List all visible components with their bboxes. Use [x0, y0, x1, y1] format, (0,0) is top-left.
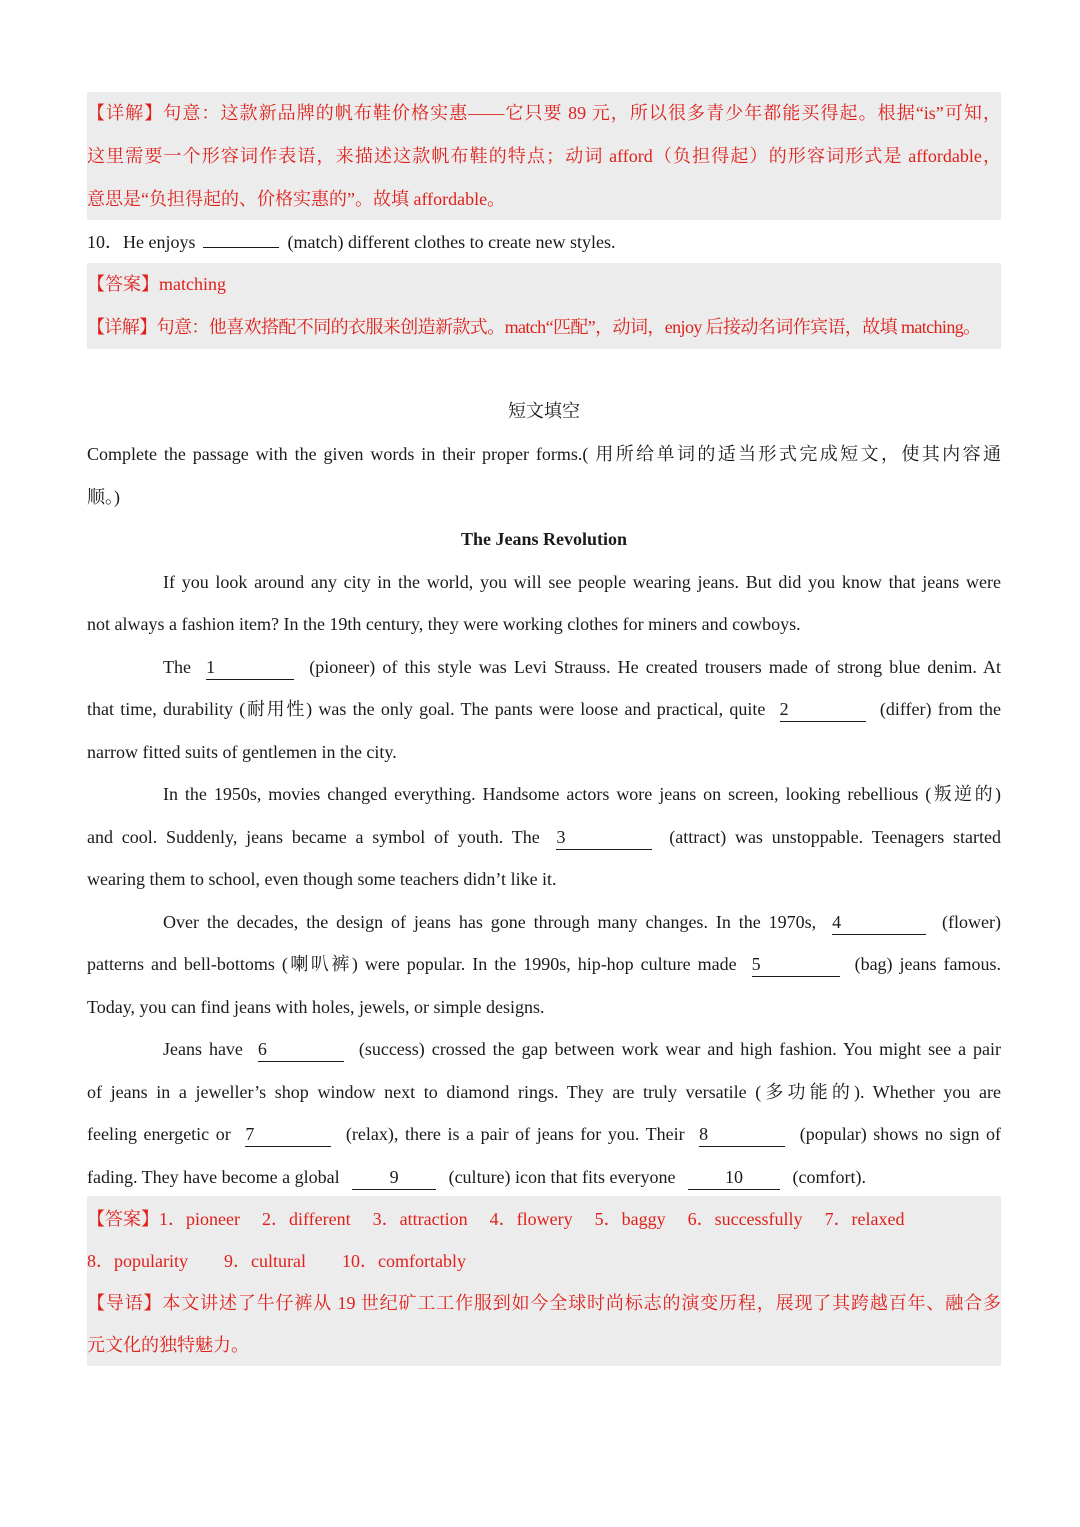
blank-8[interactable]: 8	[699, 1122, 785, 1147]
passage-text: and cool. Suddenly, jeans became a symbol of youth. The	[87, 827, 540, 847]
passage-line	[87, 1113, 1001, 1155]
passage-line: narrow fitted suits of gentlemen in the city.	[87, 742, 397, 762]
passage-text: (bag) jeans famous.	[854, 954, 1001, 974]
question-number: 10．	[87, 232, 123, 252]
q9-explain-line: 【详解】句意：这款新品牌的帆布鞋价格实惠——它只要 89 元，所以很多青少年都能买得起。根据“is”可知，	[87, 103, 1001, 123]
passage-line	[87, 1028, 1001, 1070]
q9-explain-line: 意思是“负担得起的、价格实惠的”。故填 affordable。	[87, 189, 506, 209]
passage-line	[87, 943, 1001, 985]
blank-3[interactable]: 3	[556, 825, 652, 850]
passage-text: (flower)	[942, 912, 1001, 932]
passage-line: not always a fashion item? In the 19th century, they were working clothes for miners and cowboys.	[87, 614, 801, 634]
passage-text: fading. They have become a global	[87, 1167, 340, 1187]
passage-text: (attract) was unstoppable. Teenagers started	[669, 827, 1001, 847]
answer-item: 10．comfortably	[341, 1251, 466, 1271]
passage-text: (pioneer) of this style was Levi Strauss. He created trousers made of strong blue denim. At	[309, 657, 1001, 677]
passage-text: Jeans have	[163, 1039, 243, 1059]
answer-blank[interactable]	[203, 223, 279, 248]
blank-6[interactable]: 6	[258, 1037, 344, 1062]
passage-text: The	[163, 657, 191, 677]
passage-text: (differ) from the	[879, 699, 1001, 719]
answers-label: 【答案】	[87, 1209, 159, 1229]
passage-line: Today, you can find jeans with holes, jewels, or simple designs.	[87, 997, 545, 1017]
guide-line: 元文化的独特魅力。	[87, 1335, 249, 1355]
blank-7[interactable]: 7	[245, 1122, 331, 1147]
passage-line: If you look around any city in the world, you will see people wearing jeans. But did you know that jeans were	[163, 572, 1001, 592]
answer-item: 4．flowery	[489, 1209, 573, 1229]
answer-item: 8．popularity	[87, 1251, 188, 1271]
section-instruction: 顺。)	[87, 487, 120, 507]
guide-line: 【导语】本文讲述了牛仔裤从 19 世纪矿工工作服到如今全球时尚标志的演变历程，展现了其跨越百年、融合多	[87, 1293, 1001, 1313]
q10-explain: 【详解】句意：他喜欢搭配不同的衣服来创造新款式。match“匹配”，动词，enjoy 后接动名词作宾语，故填 matching。	[87, 317, 981, 337]
passage-line	[87, 901, 1001, 943]
passage-text: (popular) shows no sign of	[799, 1124, 1001, 1144]
passage-text: that time, durability (耐用性) was the only goal. The pants were loose and practical, quite	[87, 699, 766, 719]
passage-text: (success) crossed the gap between work wear and high fashion. You might see a pair	[358, 1039, 1001, 1059]
passage-text: (culture) icon that fits everyone	[448, 1167, 676, 1187]
passage-text: (comfort).	[792, 1167, 866, 1187]
passage-line: In the 1950s, movies changed everything. Handsome actors wore jeans on screen, looking rebellious (叛逆的)	[163, 784, 1001, 804]
answer-item: 2．different	[261, 1209, 351, 1229]
blank-5[interactable]: 5	[752, 952, 840, 977]
answer-item: 5．baggy	[594, 1209, 666, 1229]
answer-item: 1．pioneer	[159, 1209, 240, 1229]
q10-answer: 【答案】matching	[87, 274, 226, 294]
passage-text: (relax), there is a pair of jeans for you. Their	[345, 1124, 685, 1144]
passage-text: feeling energetic or	[87, 1124, 231, 1144]
passage-line	[87, 1156, 1001, 1198]
blank-9[interactable]: 9	[352, 1165, 436, 1190]
answer-item: 3．attraction	[372, 1209, 468, 1229]
blank-2[interactable]: 2	[780, 697, 866, 722]
answer-item: 9．cultural	[224, 1251, 306, 1271]
question-text: (match) different clothes to create new styles.	[287, 232, 616, 252]
blank-1[interactable]: 1	[206, 655, 294, 680]
passage-line	[87, 816, 1001, 858]
q9-explain-line: 这里需要一个形容词作表语，来描述这款帆布鞋的特点；动词 afford（负担得起）的形容词形式是 affordable，	[87, 146, 1001, 166]
passage-text: patterns and bell-bottoms (喇叭裤) were popular. In the 1990s, hip-hop culture made	[87, 954, 737, 974]
answer-item: 6．successfully	[687, 1209, 803, 1229]
passage-line: wearing them to school, even though some teachers didn’t like it.	[87, 869, 557, 889]
passage-text: Over the decades, the design of jeans has gone through many changes. In the 1970s,	[163, 912, 817, 932]
passage-line: of jeans in a jeweller’s shop window next to diamond rings. They are truly versatile (多功能的). Whether you are	[87, 1082, 1001, 1102]
blank-4[interactable]: 4	[832, 910, 926, 935]
answer-item: 7．relaxed	[824, 1209, 905, 1229]
section-instruction: Complete the passage with the given words in their proper forms.( 用所给单词的适当形式完成短文，使其内容通	[87, 444, 1001, 464]
section-heading: 短文填空	[508, 401, 580, 421]
passage-title: The Jeans Revolution	[460, 529, 628, 549]
blank-10[interactable]: 10	[688, 1165, 780, 1190]
question-10	[87, 221, 1001, 263]
passage-line	[87, 688, 1001, 730]
answers-row	[87, 1198, 1001, 1240]
answers-row	[87, 1240, 1001, 1282]
question-text: He enjoys	[123, 232, 196, 252]
passage-line	[87, 646, 1001, 688]
